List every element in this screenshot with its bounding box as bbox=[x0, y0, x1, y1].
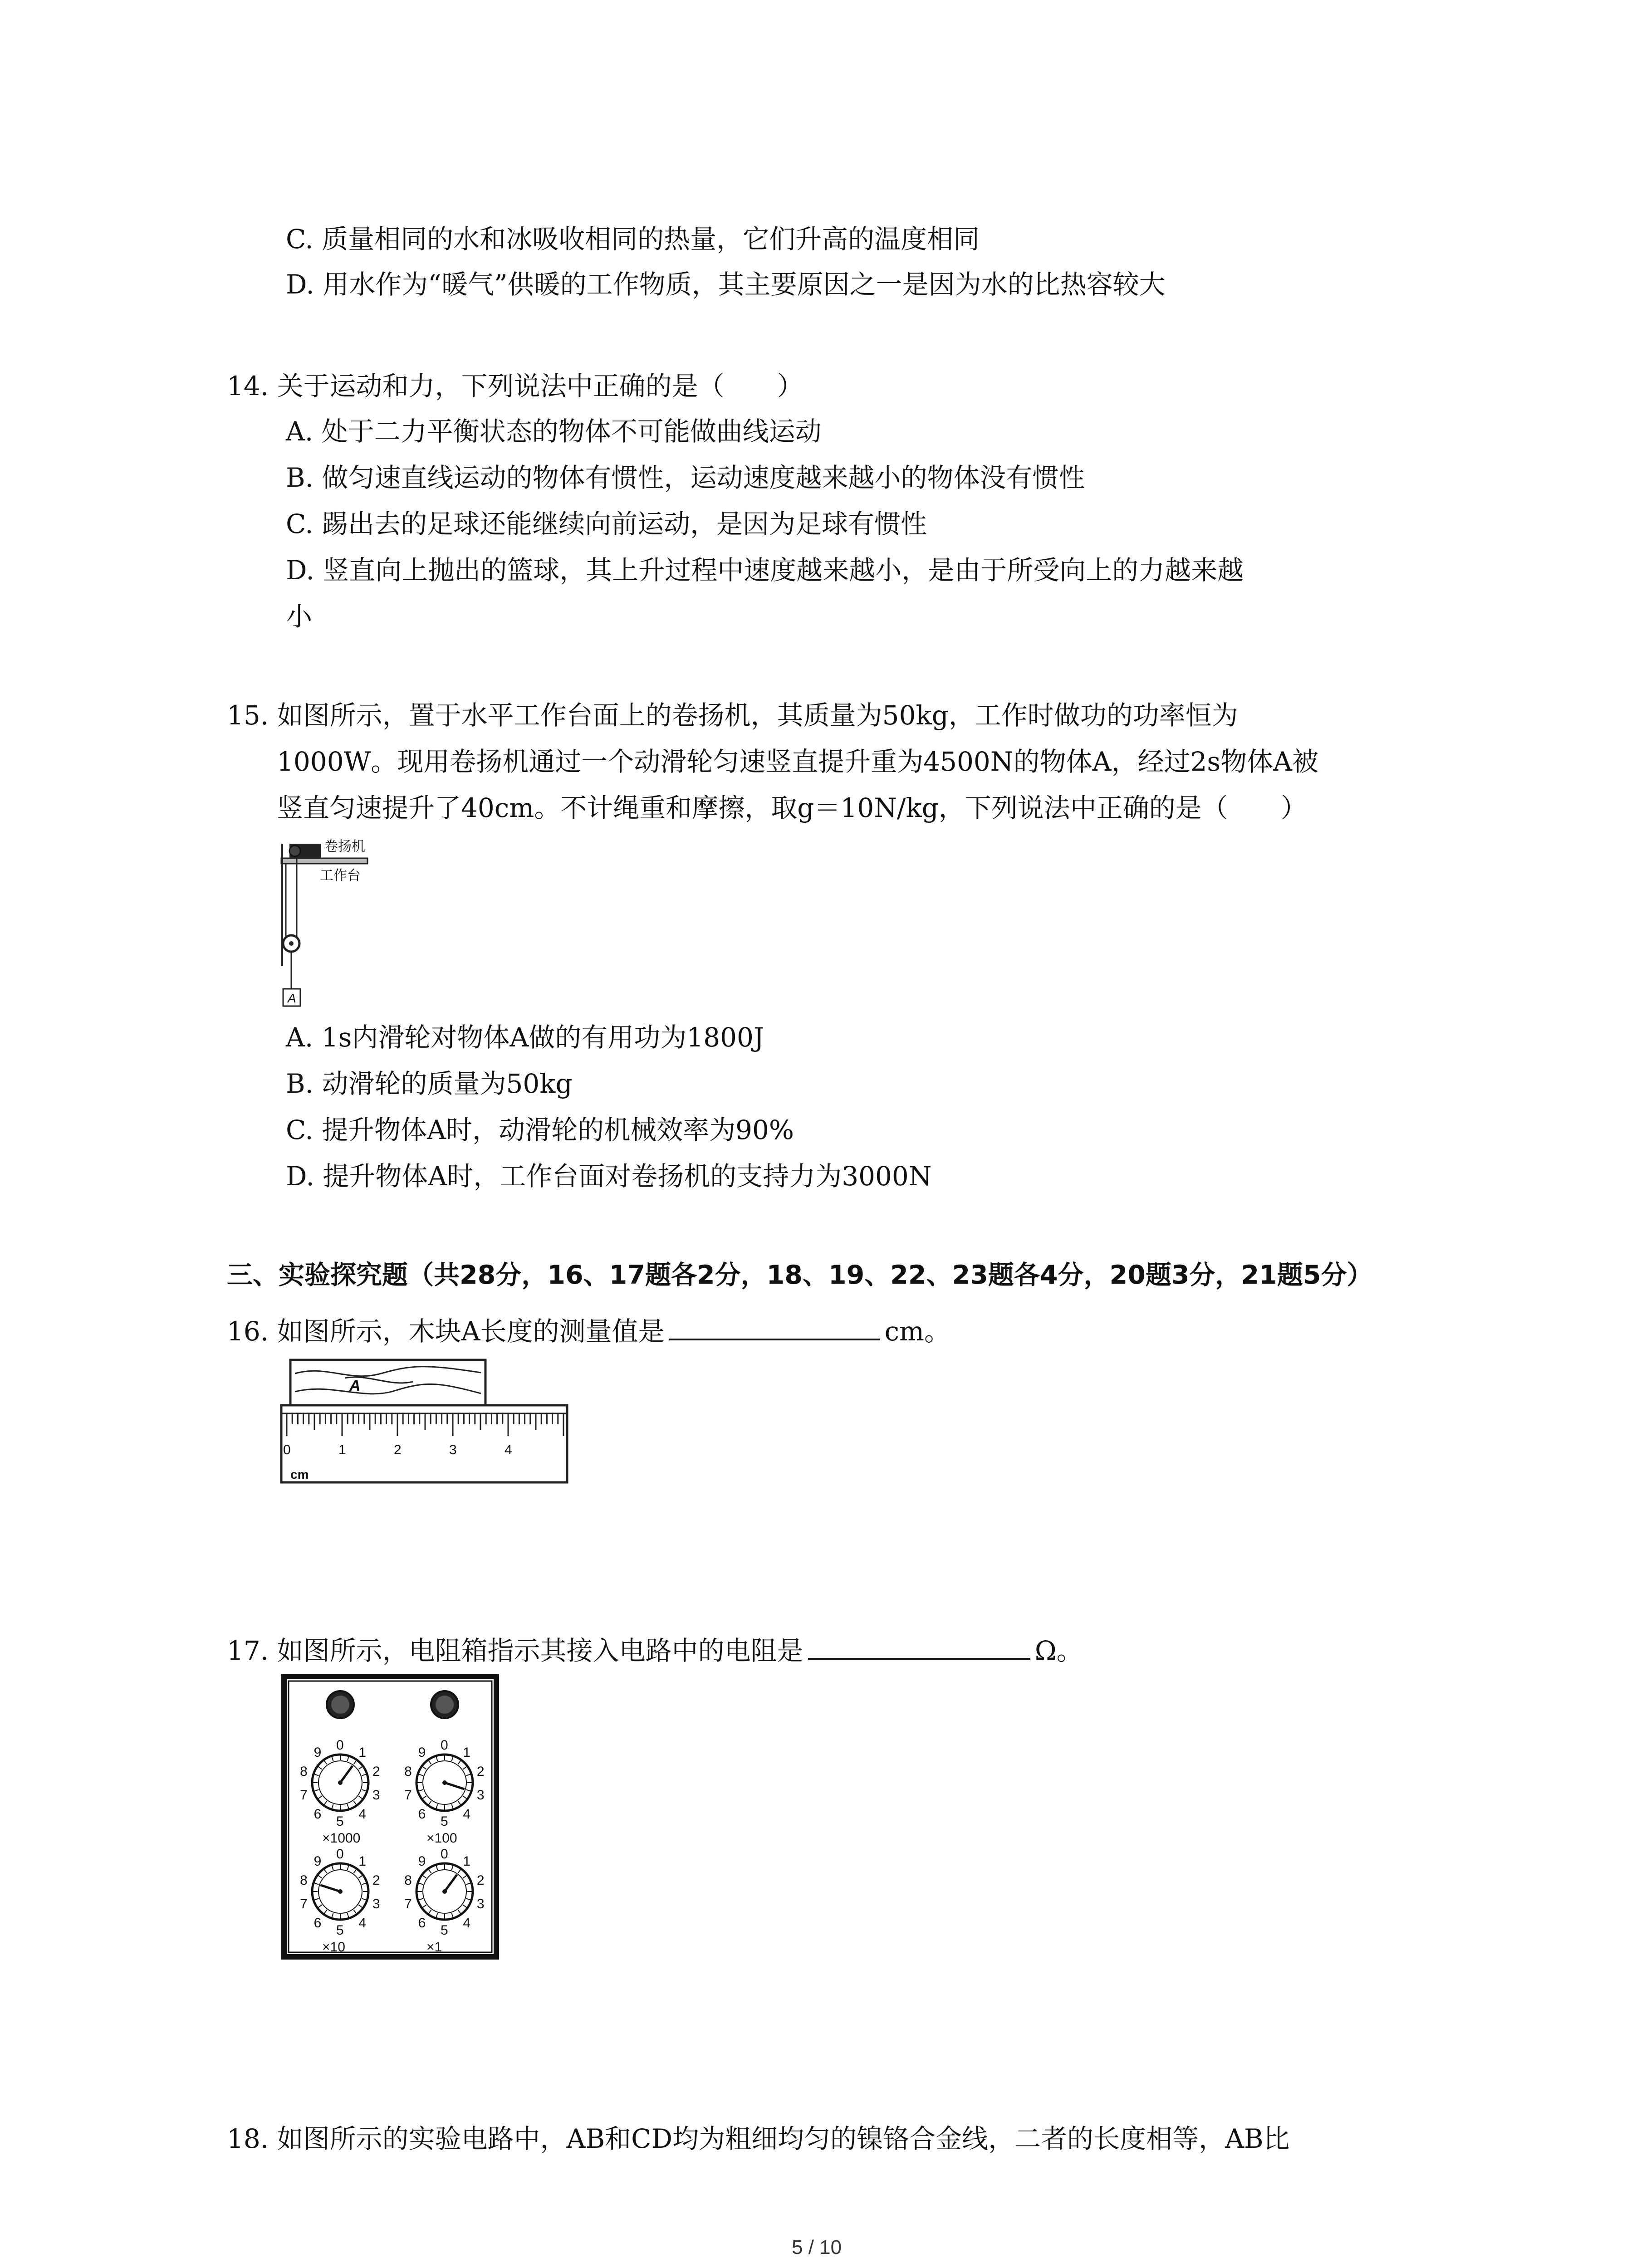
ruler-tick-label: 1 bbox=[338, 1442, 346, 1457]
q15-option-b: B. 动滑轮的质量为50kg bbox=[286, 1068, 573, 1099]
dial-digit: 6 bbox=[314, 1806, 322, 1822]
q17-stem bbox=[227, 1633, 1083, 1668]
q14-option-d-line1: D. 竖直向上抛出的篮球，其上升过程中速度越来越小，是由于所受向上的力越来越 bbox=[286, 555, 1244, 586]
dial-digit: 2 bbox=[476, 1764, 485, 1779]
dial-digit: 1 bbox=[463, 1854, 471, 1869]
q14-stem: 14. 关于运动和力，下列说法中正确的是（ ） bbox=[227, 371, 803, 401]
q15-option-c: C. 提升物体A时，动滑轮的机械效率为90% bbox=[286, 1114, 794, 1145]
dial-digit: 2 bbox=[372, 1764, 380, 1779]
dial-digit: 1 bbox=[358, 1745, 367, 1760]
dial-digit: 8 bbox=[300, 1764, 308, 1779]
q16-answer-blank[interactable] bbox=[669, 1316, 880, 1340]
dial-multiplier: ×100 bbox=[426, 1831, 457, 1846]
dial-digit: 8 bbox=[300, 1873, 308, 1888]
q13-option-d: D. 用水作为“暖气”供暖的工作物质，其主要原因之一是因为水的比热容较大 bbox=[286, 269, 1166, 300]
dial-digit: 6 bbox=[418, 1915, 426, 1931]
dial-digit: 2 bbox=[372, 1873, 380, 1888]
work-table bbox=[281, 858, 367, 864]
dial-digit: 5 bbox=[441, 1923, 448, 1938]
dial-digit: 9 bbox=[418, 1745, 426, 1760]
dial-digit: 6 bbox=[418, 1806, 426, 1822]
dial-digit: 6 bbox=[314, 1915, 322, 1931]
wood-block bbox=[290, 1360, 485, 1405]
q15-option-d: D. 提升物体A时，工作台面对卷扬机的支持力为3000N bbox=[286, 1161, 932, 1192]
q15-stem-line1: 15. 如图所示，置于水平工作台面上的卷扬机，其质量为50kg，工作时做功的功率恒为 bbox=[227, 700, 1238, 731]
page-number: 5 / 10 bbox=[792, 2236, 842, 2258]
dial-digit: 5 bbox=[441, 1814, 448, 1829]
resistance-box-figure bbox=[281, 1674, 499, 1960]
q17-stem-text: 17. 如图所示，电阻箱指示其接入电路中的电阻是 bbox=[227, 1635, 803, 1666]
table-label: 工作台 bbox=[320, 868, 361, 883]
dial-digit: 4 bbox=[358, 1806, 367, 1822]
dial-digit: 7 bbox=[404, 1787, 412, 1803]
q14-option-a: A. 处于二力平衡状态的物体不可能做曲线运动 bbox=[286, 416, 822, 447]
ruler-figure bbox=[277, 1355, 572, 1487]
section3-heading: 三、实验探究题（共28分，16、17题各2分，18、19、22、23题各4分，20题3分，21题5分） bbox=[227, 1260, 1373, 1290]
dial-digit: 4 bbox=[463, 1915, 471, 1931]
q16-stem-text: 16. 如图所示，木块A长度的测量值是 bbox=[227, 1316, 665, 1347]
dial-digit: 3 bbox=[476, 1896, 485, 1911]
ruler-tick-label: 2 bbox=[394, 1442, 402, 1457]
q18-stem: 18. 如图所示的实验电路中，AB和CD均为粗细均匀的镍铬合金线，二者的长度相等，AB比 bbox=[227, 2123, 1290, 2154]
wood-block-label: A bbox=[349, 1377, 361, 1394]
dial-digit: 8 bbox=[404, 1873, 412, 1888]
dial-multiplier: ×10 bbox=[322, 1940, 345, 1955]
winch-pulley-figure bbox=[277, 835, 413, 1016]
dial-digit: 0 bbox=[441, 1738, 448, 1753]
q15-stem-line2: 1000W。现用卷扬机通过一个动滑轮匀速竖直提升重为4500N的物体A，经过2s物体A被 bbox=[277, 746, 1319, 777]
ruler-tick-label: 0 bbox=[283, 1442, 291, 1457]
q16-stem bbox=[227, 1314, 950, 1349]
dial-multiplier: ×1 bbox=[426, 1940, 442, 1955]
dial-digit: 9 bbox=[418, 1854, 426, 1869]
q13-option-c: C. 质量相同的水和冰吸收相同的热量，它们升高的温度相同 bbox=[286, 224, 980, 254]
q14-option-b: B. 做匀速直线运动的物体有惯性，运动速度越来越小的物体没有惯性 bbox=[286, 462, 1085, 493]
dial-digit: 2 bbox=[476, 1873, 485, 1888]
dial-digit: 5 bbox=[336, 1814, 344, 1829]
dial-multiplier: ×1000 bbox=[322, 1831, 361, 1846]
block-a-label: A bbox=[288, 991, 296, 1005]
dial-digit: 7 bbox=[300, 1787, 308, 1803]
dial-digit: 0 bbox=[336, 1738, 344, 1753]
dial-digit: 0 bbox=[441, 1847, 448, 1862]
dial-digit: 9 bbox=[314, 1854, 322, 1869]
q15-stem-line3: 竖直匀速提升了40cm。不计绳重和摩擦，取g＝10N/kg，下列说法中正确的是（ ） bbox=[277, 792, 1307, 823]
dial-digit: 1 bbox=[463, 1745, 471, 1760]
q14-option-d-line2: 小 bbox=[286, 601, 313, 632]
dial-digit: 9 bbox=[314, 1745, 322, 1760]
q17-unit: Ω。 bbox=[1034, 1635, 1083, 1666]
dial-digit: 8 bbox=[404, 1764, 412, 1779]
q17-answer-blank[interactable] bbox=[808, 1635, 1030, 1660]
q16-unit: cm。 bbox=[884, 1316, 951, 1347]
dial-digit: 5 bbox=[336, 1923, 344, 1938]
dial-digit: 4 bbox=[358, 1915, 367, 1931]
dial-digit: 3 bbox=[372, 1787, 380, 1803]
dial-digit: 3 bbox=[372, 1896, 380, 1911]
ruler-tick-label: 4 bbox=[505, 1442, 512, 1457]
dial-digit: 4 bbox=[463, 1806, 471, 1822]
dial-digit: 7 bbox=[404, 1896, 412, 1911]
ruler-unit-label: cm bbox=[290, 1467, 309, 1481]
dial-digit: 0 bbox=[336, 1847, 344, 1862]
dial-digit: 7 bbox=[300, 1896, 308, 1911]
q14-option-c: C. 踢出去的足球还能继续向前运动，是因为足球有惯性 bbox=[286, 508, 927, 539]
dial-digit: 3 bbox=[476, 1787, 485, 1803]
dial-digit: 1 bbox=[358, 1854, 367, 1869]
q15-option-a: A. 1s内滑轮对物体A做的有用功为1800J bbox=[286, 1022, 764, 1053]
ruler-tick-label: 3 bbox=[449, 1442, 457, 1457]
winch-label: 卷扬机 bbox=[324, 839, 365, 854]
